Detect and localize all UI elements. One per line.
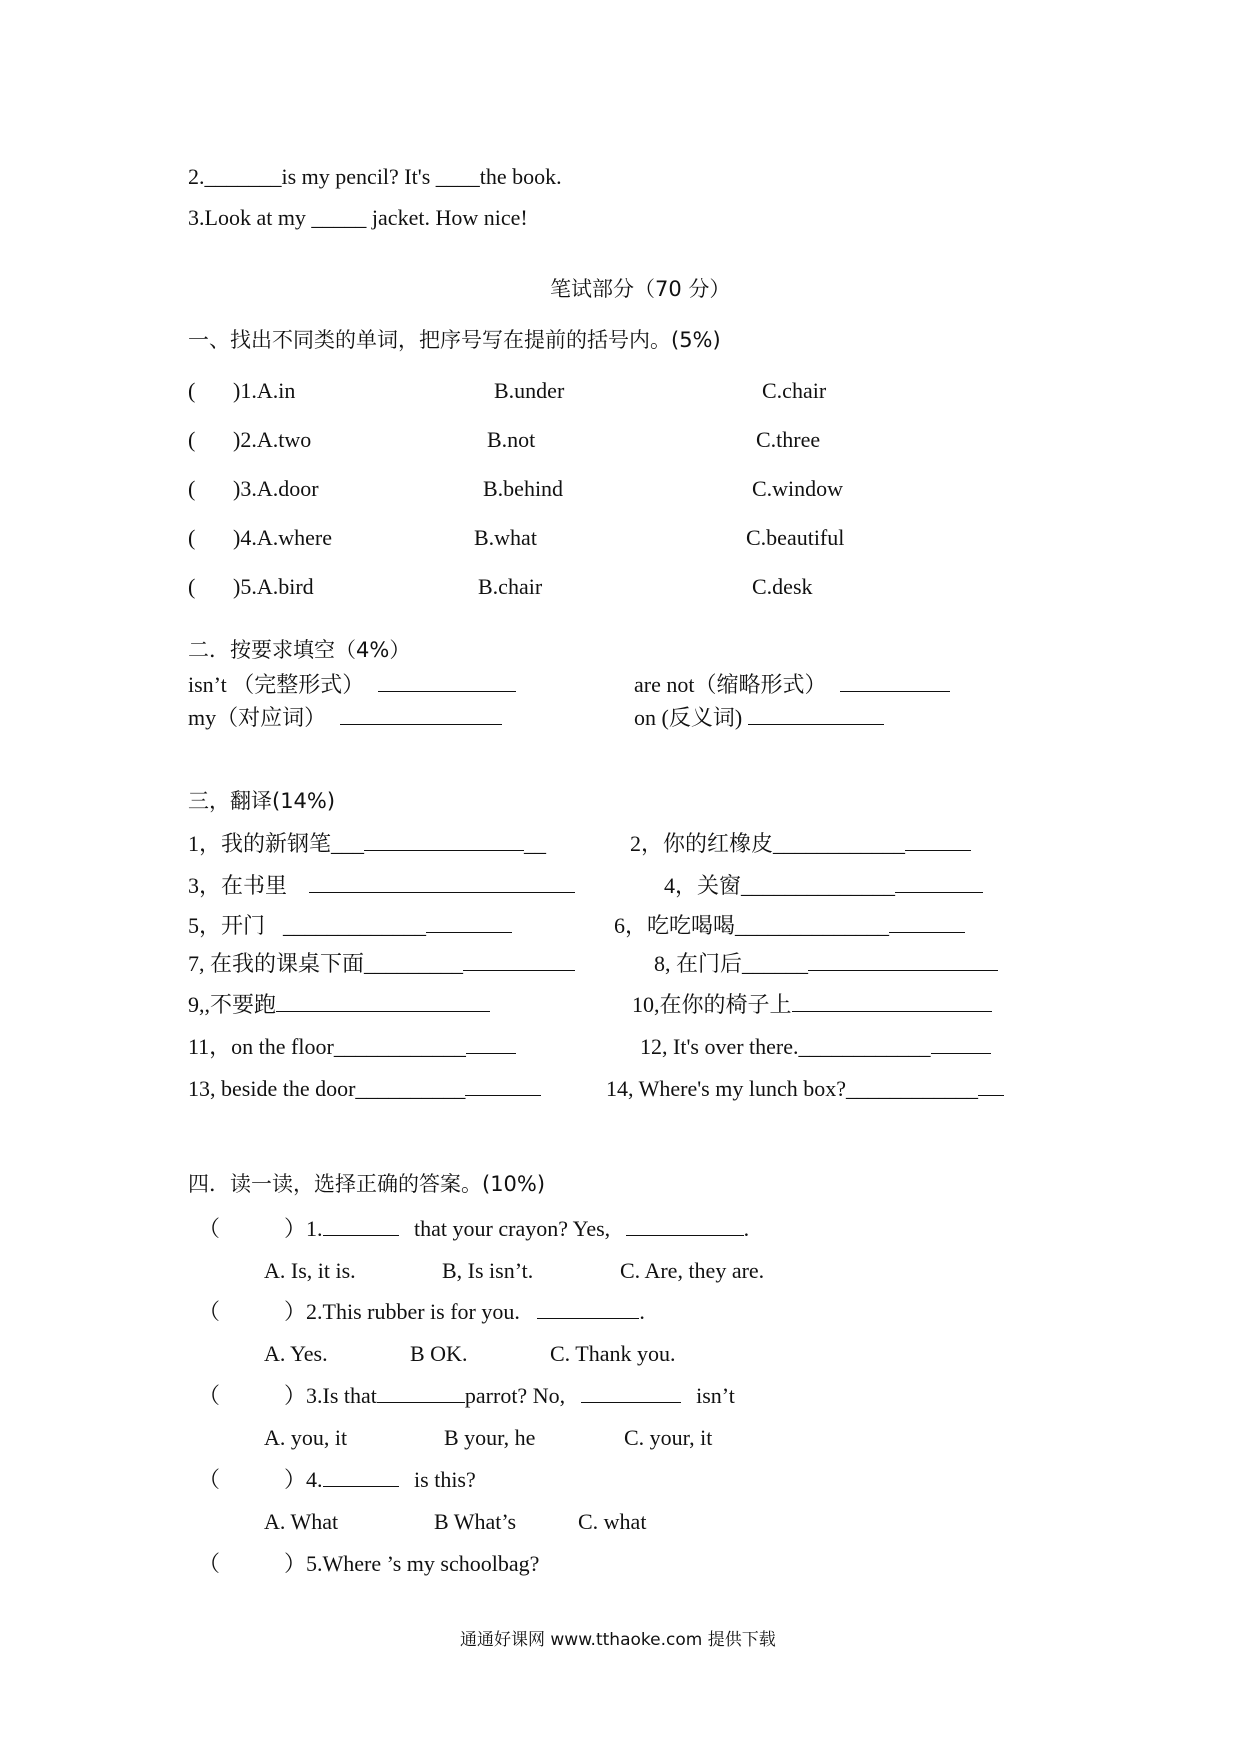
option-c: C.chair xyxy=(762,378,827,403)
answer-blank[interactable] xyxy=(808,969,998,971)
option-c: C. Thank you. xyxy=(550,1341,676,1366)
option-c: C.desk xyxy=(752,574,813,599)
question-line-2: 2._______is my pencil? It's ____the book. xyxy=(188,164,562,189)
translation-item: 5，开门 _____________ xyxy=(188,915,512,937)
translation-item xyxy=(188,1078,541,1100)
answer-blank[interactable] xyxy=(378,690,516,692)
question-text: ）3.Is that xyxy=(284,1383,377,1408)
choice-question xyxy=(198,1218,749,1240)
fill-item-label: on (反义词) xyxy=(634,705,743,730)
section-4-heading: 四．读一读，选择正确的答案。(10%) xyxy=(188,1172,546,1196)
translation-label: 8, 在门后______ xyxy=(654,951,809,976)
section-1-heading: 一、找出不同类的单词，把序号写在提前的括号内。(5%) xyxy=(188,328,721,352)
option-c: C. Are, they are. xyxy=(620,1258,765,1283)
translation-item xyxy=(188,994,490,1016)
answer-blank[interactable] xyxy=(340,723,502,725)
translation-label: 6，吃吃喝喝______________ xyxy=(614,913,890,938)
question-number: ）4. xyxy=(284,1467,323,1492)
answer-paren: （ xyxy=(198,1299,221,1324)
answer-blank[interactable] xyxy=(581,1401,681,1403)
translation-label: 1，我的新钢笔___ xyxy=(188,831,365,856)
translation-label: 10,在你的椅子上 xyxy=(632,992,792,1017)
option-c: C. what xyxy=(578,1509,647,1534)
choice-question xyxy=(198,1301,645,1323)
option-b: B your, he xyxy=(444,1425,536,1450)
option-a: )3.A.door xyxy=(233,476,319,501)
option-a: )5.A.bird xyxy=(233,574,314,599)
answer-paren: （ xyxy=(198,1383,221,1408)
answer-paren: ( xyxy=(188,378,196,403)
translation-label: 3，在书里 xyxy=(188,873,288,898)
question-end: . xyxy=(639,1299,645,1324)
answer-blank[interactable] xyxy=(466,1052,516,1054)
option-b: B.chair xyxy=(478,574,543,599)
translation-label: 11，on the floor____________ xyxy=(188,1034,466,1059)
answer-blank[interactable] xyxy=(323,1234,399,1236)
translation-item xyxy=(188,1036,516,1058)
answer-paren: ( xyxy=(188,525,196,550)
answer-blank[interactable] xyxy=(626,1234,744,1236)
page-footer: 通通好课网 www.tthaoke.com 提供下载 xyxy=(460,1630,776,1650)
option-c: C.beautiful xyxy=(746,525,845,550)
answer-blank[interactable] xyxy=(748,723,884,725)
section-3-heading: 三，翻译(14%) xyxy=(188,789,336,813)
answer-paren: （ xyxy=(198,1467,221,1492)
translation-label: 5，开门 xyxy=(188,913,266,938)
answer-blank[interactable] xyxy=(840,690,950,692)
option-c: C. your, it xyxy=(624,1425,713,1450)
option-b: B What’s xyxy=(434,1509,517,1534)
fill-item xyxy=(634,674,950,696)
section-2-heading: 二．按要求填空（4%） xyxy=(188,638,411,662)
choice-question xyxy=(198,1553,539,1575)
translation-item xyxy=(188,953,575,975)
fill-item-label: my（对应词） xyxy=(188,705,327,730)
answer-blank[interactable] xyxy=(377,1401,465,1403)
translation-item xyxy=(606,1078,1004,1100)
question-text: ）5.Where ’s my schoolbag? xyxy=(284,1551,540,1576)
written-part-title: 笔试部分（70 分） xyxy=(550,277,731,301)
answer-blank[interactable] xyxy=(931,1052,991,1054)
fill-item xyxy=(188,674,516,696)
option-b: B OK. xyxy=(410,1341,468,1366)
translation-item xyxy=(630,833,971,855)
answer-blank[interactable] xyxy=(364,849,524,851)
fill-item-label: isn’t （完整形式） xyxy=(188,672,365,697)
translation-label: 13, beside the door__________ xyxy=(188,1076,466,1101)
translation-label: 2，你的红橡皮____________ xyxy=(630,831,906,856)
option-c: C.three xyxy=(756,427,821,452)
translation-label: 9,,不要跑 xyxy=(188,992,277,1017)
translation-item xyxy=(614,915,965,937)
answer-paren: （ xyxy=(198,1551,221,1576)
choice-question xyxy=(198,1385,735,1407)
answer-blank[interactable] xyxy=(978,1094,1004,1096)
option-b: B.behind xyxy=(483,476,564,501)
answer-blank[interactable] xyxy=(465,1094,541,1096)
fill-item-label: are not（缩略形式） xyxy=(634,672,827,697)
translation-label: 7, 在我的课桌下面_________ xyxy=(188,951,464,976)
answer-blank[interactable] xyxy=(426,931,512,933)
option-b: B.under xyxy=(494,378,565,403)
answer-paren: ( xyxy=(188,574,196,599)
translation-item xyxy=(632,994,992,1016)
option-a: A. What xyxy=(264,1509,339,1534)
translation-item xyxy=(664,875,983,897)
option-b: B.what xyxy=(474,525,537,550)
answer-paren: ( xyxy=(188,476,196,501)
option-a: A. Is, it is. xyxy=(264,1258,356,1283)
answer-blank[interactable] xyxy=(463,969,575,971)
question-number: ）1. xyxy=(284,1216,323,1241)
fill-item xyxy=(634,707,884,729)
translation-label: 12, It's over there.____________ xyxy=(640,1034,931,1059)
option-b: B, Is isn’t. xyxy=(442,1258,534,1283)
answer-blank[interactable] xyxy=(792,1010,992,1012)
translation-item xyxy=(188,875,575,897)
option-a: A. you, it xyxy=(264,1425,348,1450)
translation-label: 4，关窗______________ xyxy=(664,873,896,898)
translation-label: 14, Where's my lunch box?____________ xyxy=(606,1076,979,1101)
translation-item: 1，我的新钢笔___ __ xyxy=(188,831,547,856)
answer-paren: ( xyxy=(188,427,196,452)
option-a: A. Yes. xyxy=(264,1341,328,1366)
translation-item xyxy=(640,1036,991,1058)
question-text: ）2.This rubber is for you. xyxy=(284,1299,520,1324)
option-a: )4.A.where xyxy=(233,525,332,550)
question-end: . xyxy=(743,1216,750,1241)
option-a: )1.A.in xyxy=(233,378,296,403)
answer-blank[interactable] xyxy=(276,1010,490,1012)
answer-paren: （ xyxy=(198,1216,221,1241)
answer-blank[interactable] xyxy=(323,1485,399,1487)
fill-item xyxy=(188,707,502,729)
answer-blank[interactable] xyxy=(905,849,971,851)
question-end: isn’t xyxy=(696,1383,735,1408)
choice-question xyxy=(198,1469,476,1491)
question-text: is this? xyxy=(414,1467,476,1492)
option-a: )2.A.two xyxy=(233,427,312,452)
question-text: parrot? No, xyxy=(464,1383,566,1408)
option-c: C.window xyxy=(752,476,844,501)
answer-blank[interactable] xyxy=(537,1317,639,1319)
answer-blank[interactable] xyxy=(889,931,965,933)
question-line-3: 3.Look at my _____ jacket. How nice! xyxy=(188,205,528,230)
answer-blank[interactable] xyxy=(895,891,983,893)
answer-blank[interactable] xyxy=(309,891,575,893)
option-b: B.not xyxy=(487,427,536,452)
question-text: that your crayon? Yes, xyxy=(414,1216,611,1241)
translation-item xyxy=(654,953,998,975)
